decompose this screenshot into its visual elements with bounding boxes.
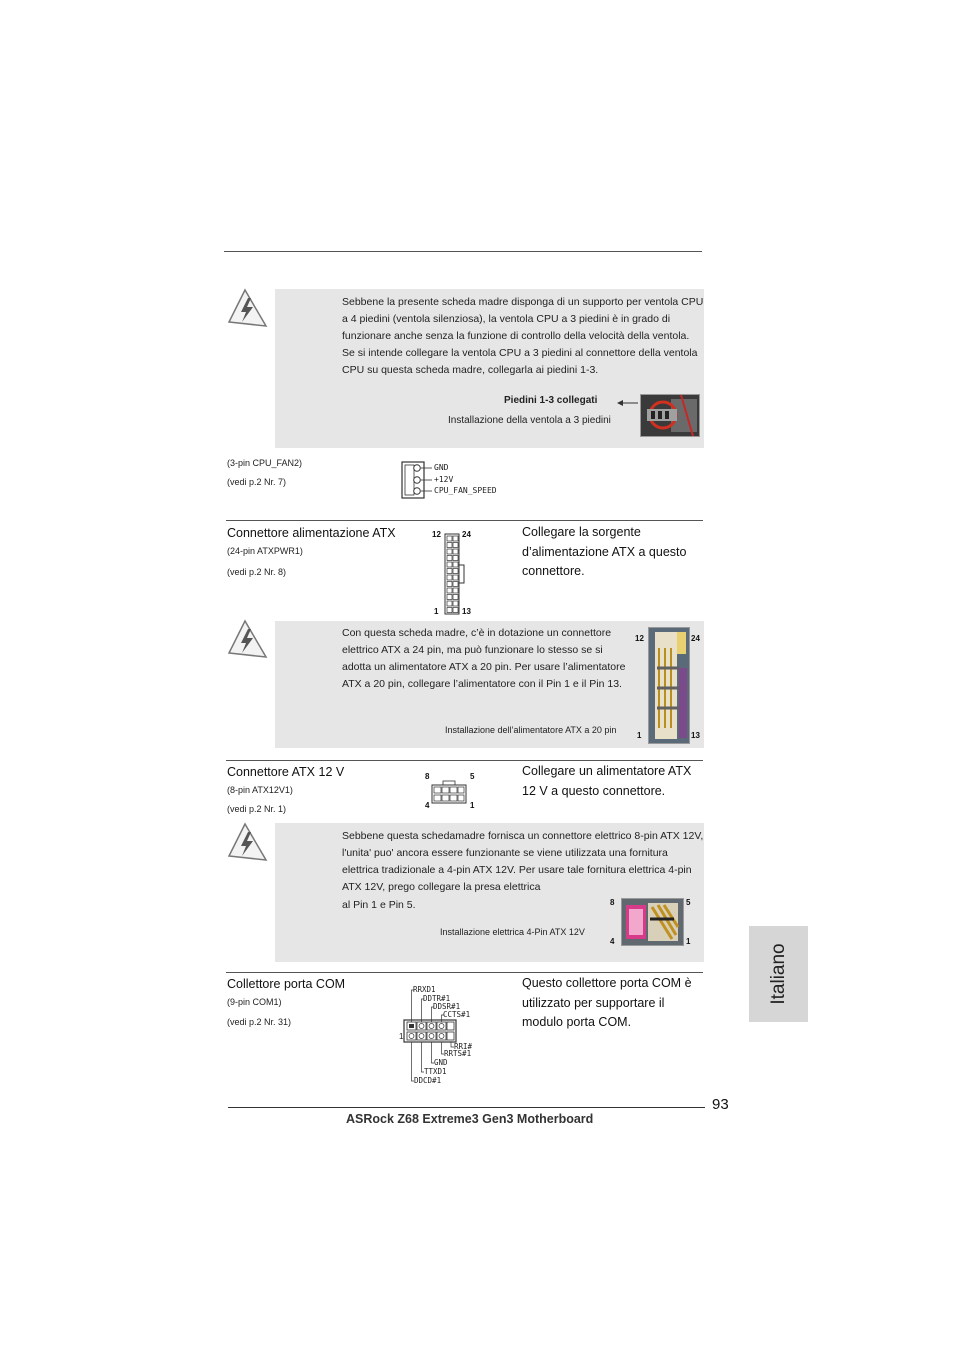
atx-pin-cell [447, 569, 452, 574]
atx-pin-cell [453, 588, 458, 593]
com-pin-one: 1 [399, 1032, 404, 1041]
com-pin-rrts1: RRTS#1 [444, 1049, 472, 1058]
arrow-left-icon [617, 398, 639, 408]
atx-title: Connettore alimentazione ATX [227, 526, 396, 540]
atx-pin-cell [453, 595, 458, 600]
atx-pin-cell [453, 549, 458, 554]
atx-pin-cell [447, 556, 452, 561]
atx-photo-pin-12: 12 [635, 634, 644, 643]
footer-rule [228, 1107, 705, 1108]
atx-description: Collegare la sorgente d’alimentazione ATX a questo connettore. [522, 525, 687, 578]
atx-pin-cell [447, 601, 452, 606]
atx-pin-cell [447, 549, 452, 554]
atx-pin-cell [453, 562, 458, 567]
cpu-fan2-pin-label: (3-pin CPU_FAN2) [227, 458, 303, 468]
language-tab [749, 926, 808, 1022]
com-rule [226, 972, 703, 973]
atx-20pin-photo [648, 627, 690, 744]
com-description: Questo collettore porta COM è utilizzato per supportare il modulo porta COM. [522, 976, 692, 1029]
atx-pin-13: 13 [462, 607, 471, 616]
atx12v-note-caption: Installazione elettrica 4-Pin ATX 12V [440, 927, 585, 937]
atx-pin-cell [447, 575, 452, 580]
top-rule [224, 251, 702, 252]
atx-pin-cell [453, 556, 458, 561]
fan-connector-photo [640, 394, 700, 437]
atx-pin-cell [447, 543, 452, 548]
com-pin-ttxd1: TTXD1 [424, 1067, 447, 1076]
atx-pin-cell [453, 601, 458, 606]
atx12v-rule [226, 760, 703, 761]
atx12v-pin-5: 5 [470, 772, 475, 781]
atx-pin-cell [453, 569, 458, 574]
cpu-fan2-pin-12v: +12V [434, 475, 454, 484]
atx12v-description: Collegare un alimentatore ATX 12 V a questo connettore. [522, 764, 692, 798]
atx-ref: (vedi p.2 Nr. 8) [227, 567, 287, 577]
atx-pin-1: 1 [434, 607, 439, 616]
cpu-fan2-pin-gnd: GND [434, 463, 449, 472]
atx-pin-cell [447, 595, 452, 600]
atx12v-pin-8: 8 [425, 772, 430, 781]
atx-pin-cell [453, 582, 458, 587]
com-pin-rrxd1: RRXD1 [413, 985, 436, 994]
com-pin-label: (9-pin COM1) [227, 997, 282, 1007]
atx-photo-pin-13: 13 [691, 731, 700, 740]
fan-note-text: Sebbene la presente scheda madre disponga di un supporto per ventola CPU a 4 piedini (ventola silenziosa), la ventola CPU a 3 piedini è in grado di funzionare anche senza la funzione di controllo della velocità della ventola. Se si intende collegare la ventola CPU a 3 piedini al connettore della ventola CPU su questa scheda madre, collegarla ai piedini 1-3. [342, 296, 704, 376]
warning-icon [226, 619, 268, 659]
atx-photo-pin-1: 1 [637, 731, 642, 740]
atx12v-note-text: Sebbene questa schedamadre fornisca un connettore elettrico 8-pin ATX 12V, l'unita' puo' ancora essere funzionante se viene utilizzata una fornitura elettrica tradizionale a 4-pin ATX 12V. Per usare tale fornitura elettrica 4-pin ATX 12V, prego collegare la presa elettrica [342, 830, 704, 893]
atx-pin-12: 12 [432, 530, 441, 539]
com-pin-ddtr1: DDTR#1 [423, 994, 451, 1003]
com-pin-ddcd1: DDCD#1 [414, 1076, 442, 1085]
warning-icon [226, 822, 268, 862]
com-pin-gnd: GND [434, 1058, 448, 1067]
atx-pin-cell [447, 588, 452, 593]
atx-pin-cell [447, 582, 452, 587]
atx-pin-cell [447, 536, 452, 541]
fan-caption: Installazione della ventola a 3 piedini [448, 415, 611, 426]
atx12v-pin-1: 1 [470, 801, 475, 810]
com-pin-ccts1: CCTS#1 [443, 1010, 471, 1019]
atx-note-caption: Installazione dell’alimentatore ATX a 20 pin [445, 725, 617, 735]
atx12v-8pin-diagram [431, 780, 467, 804]
cpu-fan2-ref: (vedi p.2 Nr. 7) [227, 477, 287, 487]
atx-pin-cell [453, 536, 458, 541]
atx12v-photo-pin-1: 1 [686, 937, 691, 946]
atx-24pin-diagram [444, 533, 466, 615]
atx12v-pin-label: (8-pin ATX12V1) [227, 785, 293, 795]
atx12v-pin-4: 4 [425, 801, 430, 810]
atx-pin-cell [453, 543, 458, 548]
atx-pin-cell [447, 562, 452, 567]
footer-model: ASRock Z68 Extreme3 Gen3 Motherboard [346, 1112, 594, 1126]
fan-pins-label: Piedini 1-3 collegati [504, 395, 598, 406]
atx-pin-24: 24 [462, 530, 471, 539]
atx12v-4pin-photo [621, 898, 684, 946]
com-title: Collettore porta COM [227, 977, 346, 991]
atx12v-photo-pin-5: 5 [686, 898, 691, 907]
atx-note-text: Con questa scheda madre, c’è in dotazione un connettore elettrico ATX a 24 pin, ma può funzionare lo stesso se si adotta un alimentatore ATX a 20 pin. Per usare l’alimentatore ATX a 20 pin, collegare l’alimentatore con il Pin 1 e il Pin 13. [342, 627, 626, 690]
atx-photo-pin-24: 24 [691, 634, 700, 643]
atx12v-note-last-line: al Pin 1 e Pin 5. [342, 899, 416, 911]
cpu-fan2-pin-speed: CPU_FAN_SPEED [434, 486, 497, 495]
com-pin-rri: RRI# [454, 1042, 473, 1051]
page-number: 93 [712, 1096, 729, 1113]
atx12v-ref: (vedi p.2 Nr. 1) [227, 804, 287, 814]
language-tab-label: Italiano [767, 943, 789, 1005]
com-pin-ddsr1: DDSR#1 [433, 1002, 461, 1011]
atx12v-photo-pin-8: 8 [610, 898, 615, 907]
atx-pin-cell [453, 575, 458, 580]
atx-pin-cell [447, 608, 452, 613]
atx12v-title: Connettore ATX 12 V [227, 765, 345, 779]
warning-icon [226, 288, 268, 328]
atx12v-photo-pin-4: 4 [610, 937, 615, 946]
atx-pin-label: (24-pin ATXPWR1) [227, 546, 303, 556]
atx-rule [226, 520, 703, 521]
atx-pin-cell [453, 608, 458, 613]
com-ref: (vedi p.2 Nr. 31) [227, 1017, 292, 1027]
